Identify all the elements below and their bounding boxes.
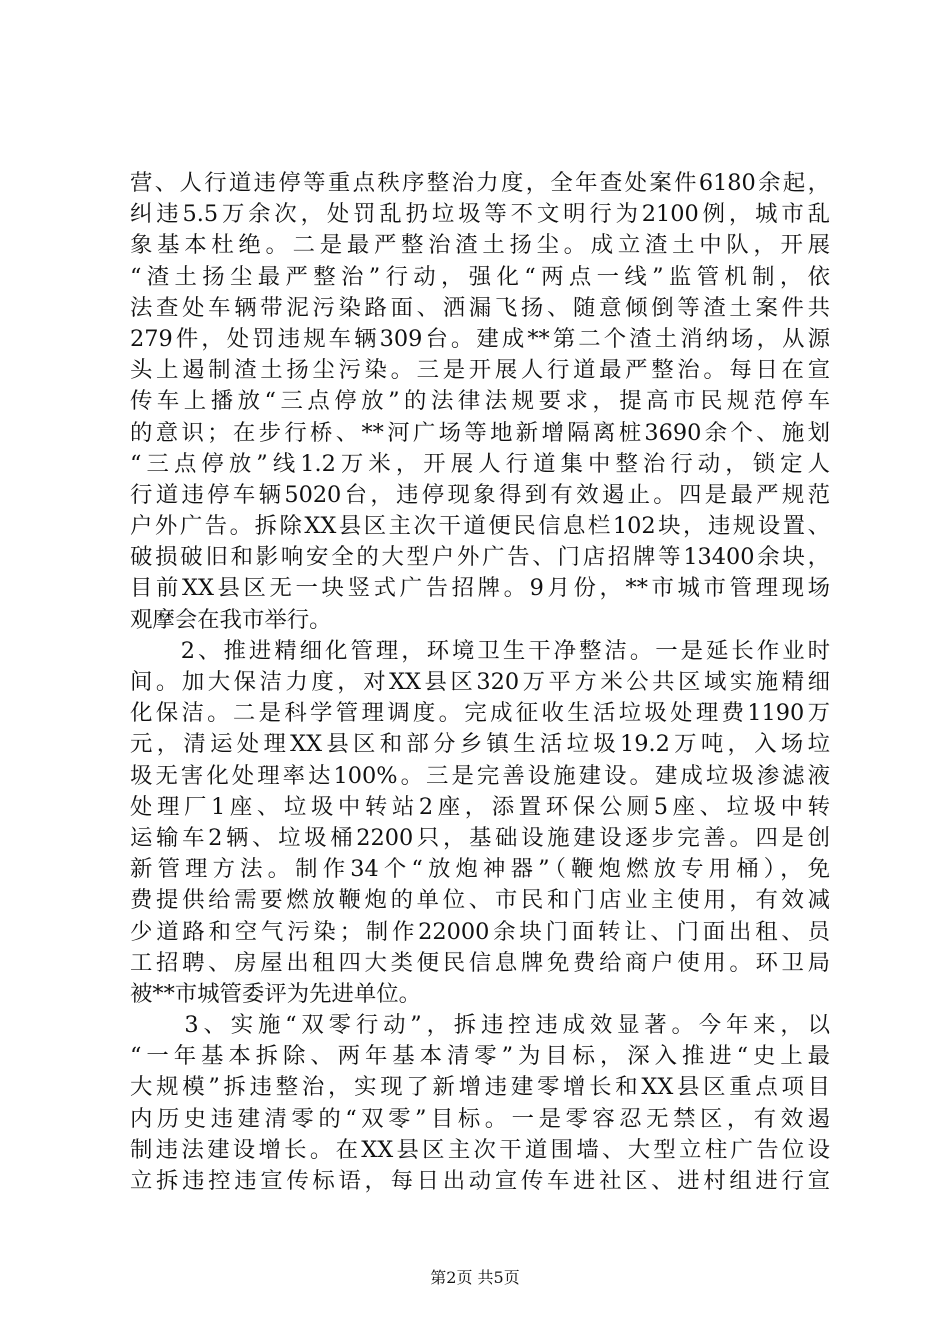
text-line: 纠违5.5万余次，处罚乱扔垃圾等不文明行为2100例，城市乱 (130, 201, 830, 228)
text-line: 行道违停车辆5020台，违停现象得到有效遏止。四是最严规范 (130, 481, 830, 508)
text-line: 间。加大保洁力度，对XX县区320万平方米公共区域实施精细 (130, 669, 830, 695)
text-line: 运输车2辆、垃圾桶2200只，基础设施建设逐步完善。四是创 (130, 824, 830, 851)
text-line: 立拆违控违宣传标语，每日出动宣传车进社区、进村组进行宣 (130, 1168, 830, 1194)
text-line: 营、人行道违停等重点秩序整治力度，全年查处案件6180余起， (130, 170, 830, 196)
text-line: 破损破旧和影响安全的大型户外广告、门店招牌等13400余块， (130, 544, 830, 571)
text-line: 新管理方法。制作34个“放炮神器”（鞭炮燃放专用桶），免 (130, 856, 830, 883)
text-line: 圾无害化处理率达100%。三是完善设施建设。建成垃圾渗滤液 (130, 762, 830, 789)
text-line: 处理厂1座、垃圾中转站2座，添置环保公厕5座、垃圾中转 (130, 793, 830, 820)
text-line: 279件，处罚违规车辆309台。建成**第二个渣土消纳场，从源 (130, 325, 830, 352)
text-line: 2、推进精细化管理，环境卫生干净整洁。一是延长作业时 (130, 637, 830, 664)
text-line: 法查处车辆带泥污染路面、洒漏飞扬、随意倾倒等渣土案件共 (130, 294, 830, 321)
text-line: “三点停放”线1.2万米，开展人行道集中整治行动，锁定人 (130, 450, 830, 477)
text-line: 内历史违建清零的“双零”目标。一是零容忍无禁区，有效遏 (130, 1105, 830, 1132)
text-line: 头上遏制渣土扬尘污染。三是开展人行道最严整治。每日在宣 (130, 357, 830, 384)
body-text (130, 168, 830, 1197)
text-line: 户外广告。拆除XX县区主次干道便民信息栏102块，违规设置、 (130, 513, 830, 540)
text-line: 传车上播放“三点停放”的法律法规要求，提高市民规范停车 (130, 388, 830, 415)
text-line: 观摩会在我市举行。 (130, 606, 332, 633)
page-number-footer: 第2页 共5页 (430, 1268, 520, 1287)
text-line: 元，清运处理XX县区和部分乡镇生活垃圾19.2万吨，入场垃 (130, 731, 830, 758)
text-line: 工招聘、房屋出租四大类便民信息牌免费给商户使用。环卫局 (130, 949, 830, 976)
text-line: 制违法建设增长。在XX县区主次干道围墙、大型立柱广告位设 (130, 1136, 830, 1163)
text-line: 3、实施“双零行动”，拆违控违成效显著。今年来，以 (130, 1012, 830, 1039)
text-line: 的意识；在步行桥、**河广场等地新增隔离桩3690余个、施划 (130, 419, 830, 446)
text-line: 被**市城管委评为先进单位。 (130, 980, 422, 1007)
text-line: 目前XX县区无一块竖式广告招牌。9月份，**市城市管理现场 (130, 575, 830, 602)
text-line: 化保洁。二是科学管理调度。完成征收生活垃圾处理费1190万 (130, 700, 830, 727)
text-line: “一年基本拆除、两年基本清零”为目标，深入推进“史上最 (130, 1043, 830, 1070)
text-line: “渣土扬尘最严整治”行动，强化“两点一线”监管机制，依 (130, 263, 830, 290)
text-line: 象基本杜绝。二是最严整治渣土扬尘。成立渣土中队，开展 (130, 232, 830, 259)
text-line: 大规模”拆违整治，实现了新增违建零增长和XX县区重点项目 (130, 1074, 830, 1101)
text-line: 少道路和空气污染；制作22000余块门面转让、门面出租、员 (130, 918, 830, 945)
text-line: 费提供给需要燃放鞭炮的单位、市民和门店业主使用，有效减 (130, 887, 830, 914)
